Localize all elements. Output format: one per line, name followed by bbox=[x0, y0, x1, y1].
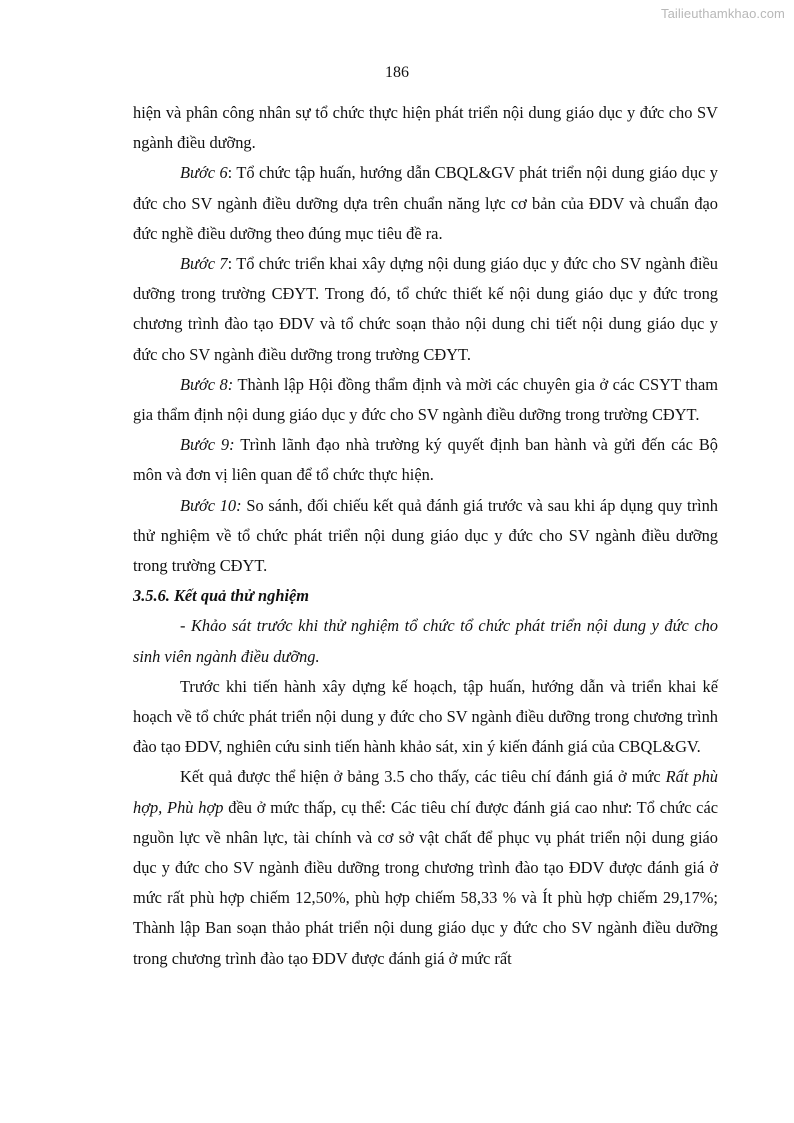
page-number: 186 bbox=[385, 64, 409, 81]
paragraph-1: hiện và phân công nhân sự tổ chức thực hiện phát triển nội dung giáo dục y đức cho SV ngành điều dưỡng. bbox=[133, 103, 718, 153]
results-text-start: Kết quả được thể hiện ở bảng 3.5 cho thấy, các tiêu chí đánh giá ở mức bbox=[180, 767, 666, 787]
step-7-text: : Tổ chức triển khai xây dựng nội dung giáo dục y đức cho SV ngành điều dưỡng trong trường CĐYT. Trong đó, tổ chức thiết kế nội dung giáo dục y đức trong chương trình đào tạo ĐDV và tổ chức soạn thảo nội dung chi tiết nội dung giáo dục y đức cho SV ngành điều dưỡng trong trường CĐYT. bbox=[133, 254, 718, 364]
step-10-text: So sánh, đối chiếu kết quả đánh giá trước và sau khi áp dụng quy trình thử nghiệm về tổ chức phát triển nội dung giáo dục y đức cho SV ngành điều dưỡng trong trường CĐYT. bbox=[133, 495, 718, 576]
paragraph-step-6 bbox=[133, 158, 718, 249]
paragraph-step-9 bbox=[133, 430, 718, 490]
paragraph-step-8 bbox=[133, 370, 718, 430]
step-10-label: Bước 10: bbox=[180, 495, 242, 515]
step-7-label: Bước 7 bbox=[180, 254, 228, 274]
results-text-italic: Rất phù hợp, Phù hợp bbox=[133, 767, 719, 817]
paragraph-step-10 bbox=[133, 491, 718, 582]
watermark-text: Tailieuthamkhao.com bbox=[660, 6, 785, 21]
step-9-label: Bước 9: bbox=[180, 435, 235, 455]
paragraph-results bbox=[133, 762, 718, 973]
section-subheading: - Khảo sát trước khi thử nghiệm tổ chức tổ chức phát triển nội dung y đức cho sinh viên ngành điều dưỡng. bbox=[133, 616, 718, 666]
step-9-text: Trình lãnh đạo nhà trường ký quyết định ban hành và gửi đến các Bộ môn và đơn vị liên quan để tổ chức thực hiện. bbox=[133, 435, 718, 485]
paragraph-step-7 bbox=[133, 249, 718, 370]
results-text-rest: đều ở mức thấp, cụ thể: Các tiêu chí được đánh giá cao như: Tổ chức các nguồn lực về nhân lực, tài chính và cơ sở vật chất để phục vụ phát triển nội dung giáo dục y đức cho SV ngành điều dưỡng trong chương trình đào tạo ĐDV được đánh giá ở mức rất phù hợp chiếm 12,50%, phù hợp chiếm 58,33 % và Ít phù hợp chiếm 29,17%; Thành lập Ban soạn thảo phát triển nội dung giáo dục y đức cho SV ngành điều dưỡng trong chương trình đào tạo ĐDV được đánh giá ở mức rất bbox=[133, 797, 718, 968]
step-8-label: Bước 8: bbox=[180, 374, 234, 394]
step-6-text: : Tổ chức tập huấn, hướng dẫn CBQL&GV phát triển nội dung giáo dục y đức cho SV ngành điều dưỡng dựa trên chuẩn năng lực cơ bản của ĐDV và chuẩn đạo đức nghề điều dưỡng theo đúng mục tiêu đề ra. bbox=[133, 163, 718, 243]
section-heading: 3.5.6. Kết quả thử nghiệm bbox=[133, 586, 310, 606]
document-body bbox=[133, 98, 718, 974]
step-6-label: Bước 6 bbox=[180, 163, 228, 183]
paragraph-survey: Trước khi tiến hành xây dựng kế hoạch, tập huấn, hướng dẫn và triển khai kế hoạch về tổ chức phát triển nội dung y đức cho SV ngành điều dưỡng trong chương trình đào tạo ĐDV, nghiên cứu sinh tiến hành khảo sát, xin ý kiến đánh giá của CBQL&GV. bbox=[133, 676, 718, 757]
step-8-text: Thành lập Hội đồng thẩm định và mời các chuyên gia ở các CSYT tham gia thẩm định nội dung giáo dục y đức cho SV ngành điều dưỡng trong trường CĐYT. bbox=[133, 374, 718, 425]
